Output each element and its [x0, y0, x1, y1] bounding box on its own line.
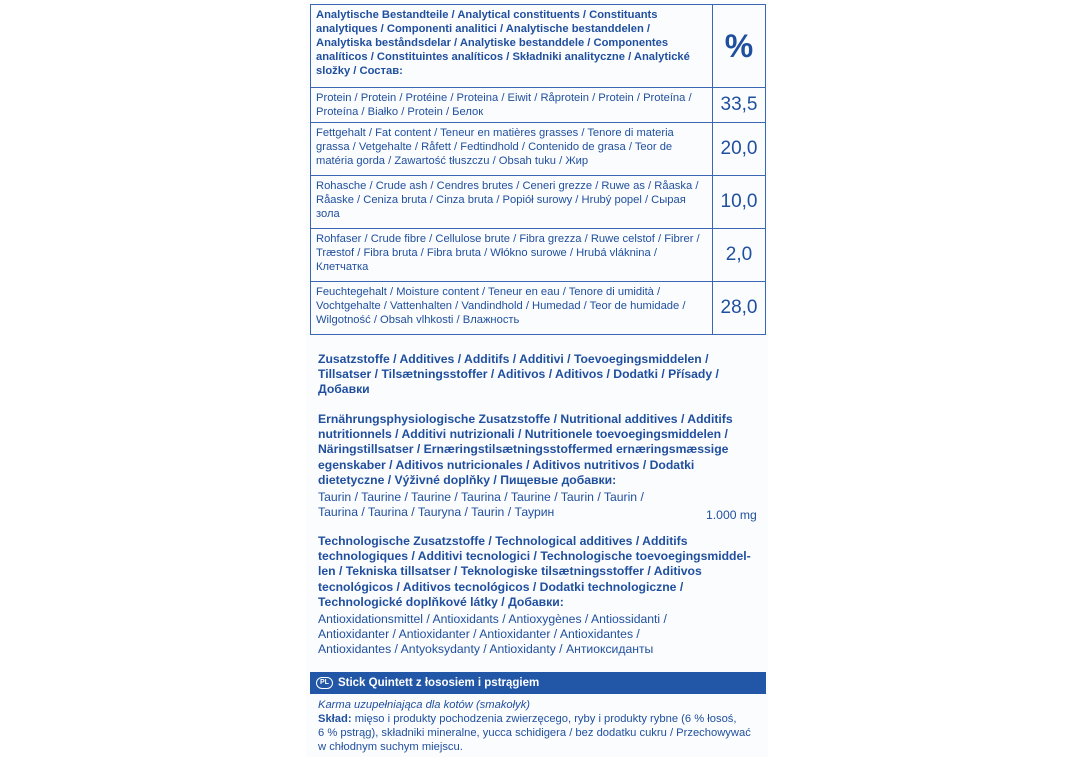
row-value: 10,0	[713, 176, 766, 229]
language-badge-pl: PL	[316, 677, 333, 689]
table-row-fat	[311, 123, 766, 176]
row-value: 20,0	[713, 123, 766, 176]
row-label: Feuchtegehalt / Moisture content / Teneur en eau / Tenore di umidità / Vochtgehalte / Vattenhalten / Vandindhold / Humedad / Teor de humidade / Wilgotność / Obsah vlhkosti / Влажность	[311, 282, 713, 335]
table-row-fibre	[311, 229, 766, 282]
analytical-constituents-table	[310, 4, 766, 335]
table-row-protein	[311, 88, 766, 123]
row-value: 28,0	[713, 282, 766, 335]
taurine-amount: 1.000 mg	[706, 508, 757, 522]
row-label: Rohfaser / Crude fibre / Cellulose brute / Fibra grezza / Ruwe celstof / Fibrer / Træstof / Fibra bruta / Fibra bruta / Włókno surowe / Hrubá vláknina / Клетчатка	[311, 229, 713, 282]
row-label: Protein / Protein / Protéine / Proteina / Eiwit / Råprotein / Protein / Proteína / Proteína / Białko / Protein / Белок	[311, 88, 713, 123]
table-row-ash	[311, 176, 766, 229]
nutritional-additives-title: Ernährungsphysiologische Zusatzstoffe / Nutritional additives / Additifs nutritionnels / Additivi nutrizionali / Nutritionele toevoegingsmiddelen / Näringstillsatser / Ernæringstilsætningsstoffermed ernæringsmæssige egenskaber / Aditivos nutricionales / Aditivos nutritivos / Dodatki dietetyczne / Výživné doplňky / Пищевые добавки:	[318, 412, 733, 487]
table-header-row	[311, 5, 766, 88]
table-header-label: Analytische Bestandteile / Analytical constituents / Constituants analytiques / Componenti analitici / Analytische bestanddelen / Analytiska beståndsdelar / Analytiske bestanddele / Componentes analíticos / Constituintes analíticos / Składniki analityczne / Analytické složky / Состав:	[311, 5, 713, 88]
antioxidant-text: Antioxidationsmittel / Antioxidants / Antioxygènes / Antiossidanti / Antioxidanter / Antioxidanter / Antioxidanter / Antioxidantes / Antioxidantes / Antyoksydanty / Antioxidanty / Антиоксиданты	[318, 612, 667, 657]
row-value: 33,5	[713, 88, 766, 123]
polish-product-banner	[310, 672, 766, 694]
row-label: Rohasche / Crude ash / Cendres brutes / Ceneri grezze / Ruwe as / Råaska / Råaske / Ceniza bruta / Cinza bruta / Popiół surowy / Hrubý popel / Сырая зола	[311, 176, 713, 229]
composition-label: Skład:	[318, 713, 352, 725]
polish-description: Karma uzupełniająca dla kotów (smakołyk) Skład: mięso i produkty pochodzenia zwierzęcego, ryby i produkty rybne (6 % łosoś, 6 % pstrąg), składniki mineralne, yucca schidigera / bez dodatku cukru / Przechowywać w chłodnym suchym miejscu.	[318, 699, 751, 753]
row-value: 2,0	[713, 229, 766, 282]
banner-title: Stick Quintett z łososiem i pstrągiem	[337, 677, 540, 689]
table-header-percent: %	[713, 5, 766, 88]
row-label: Fettgehalt / Fat content / Teneur en matières grasses / Tenore di materia grassa / Vetgehalte / Råfett / Fedtindhold / Contenido de grasa / Teor de matéria gorda / Zawartość tłuszczu / Obsah tuku / Жир	[311, 123, 713, 176]
table-row-moisture	[311, 282, 766, 335]
taurine-text: Taurin / Taurine / Taurine / Taurina / Taurine / Taurin / Taurin / Taurina / Taurina / Tauryna / Taurin / Таурин	[318, 490, 644, 520]
technological-additives-title: Technologische Zusatzstoffe / Technological additives / Additifs technologiques / Additivi tecnologici / Technologische toevoegingsmiddel- len / Tekniska tillsatser / Teknologiske tilsætningsstoffer / Aditivos tecnológicos / Aditivos tecnológicos / Dodatki technologiczne / Technologické doplňkové látky / Добавки:	[318, 534, 751, 609]
additives-title: Zusatzstoffe / Additives / Additifs / Additivi / Toevoegingsmiddelen / Tillsatser / Tilsætningsstoffer / Aditivos / Aditivos / Dodatki / Přísady / Добавки	[318, 352, 719, 397]
